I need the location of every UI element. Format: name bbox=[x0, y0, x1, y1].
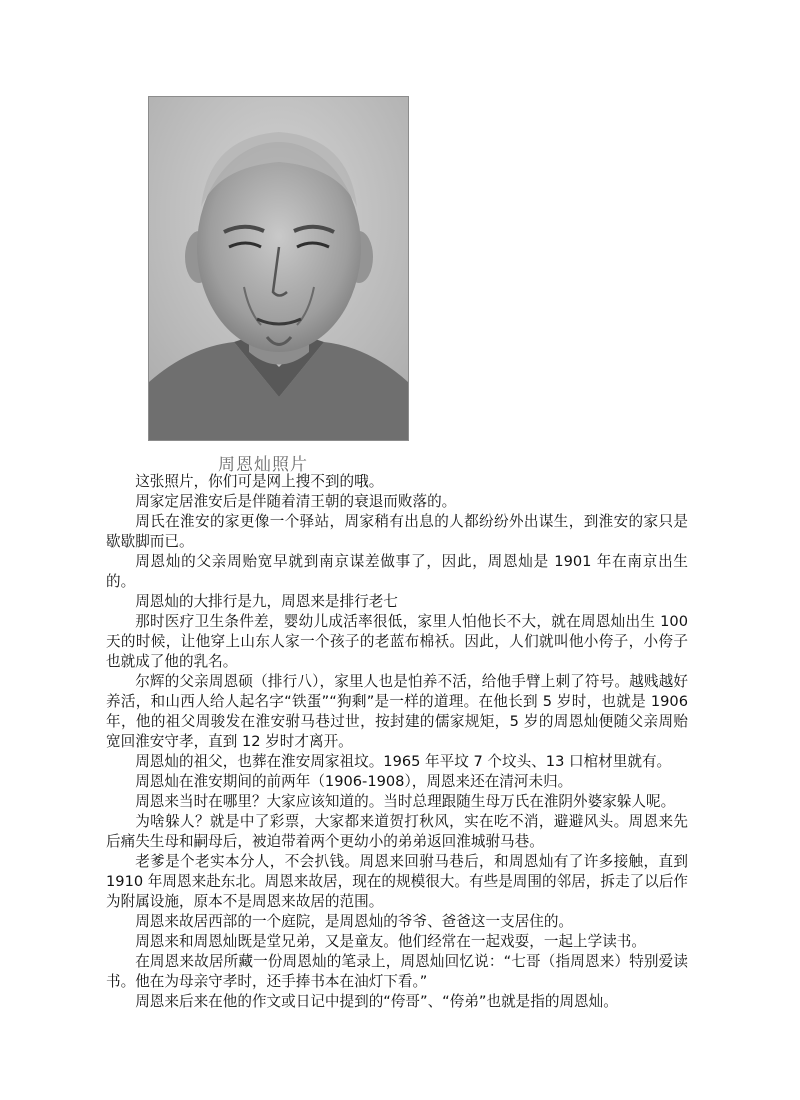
paragraph: 周恩灿的祖父，也葬在淮安周家祖坟。1965 年平坟 7 个坟头、13 口棺材里就有。 bbox=[135, 753, 672, 770]
portrait-photo bbox=[148, 96, 409, 441]
photo-caption: 周恩灿照片 bbox=[218, 455, 308, 475]
paragraph: 那时医疗卫生条件差，婴幼儿成活率很低，家里人怕他长不大，就在周恩灿出生 100 天的时候，让他穿上山东人家一个孩子的老蓝布棉袄。因此，人们就叫他小侉子，小侉子也就成了他的乳名。 bbox=[106, 613, 688, 670]
paragraph: 周恩来故居西部的一个庭院，是周恩灿的爷爷、爸爸这一支居住的。 bbox=[135, 913, 574, 930]
paragraph: 周恩灿在淮安期间的前两年（1906-1908），周恩来还在清河未归。 bbox=[135, 773, 573, 790]
paragraph: 周家定居淮安后是伴随着清王朝的衰退而败落的。 bbox=[135, 493, 457, 510]
paragraph: 周恩来当时在哪里？大家应该知道的。当时总理跟随生母万氏在淮阴外婆家躲人呢。 bbox=[135, 793, 676, 810]
paragraph: 周恩灿的父亲周贻宽早就到南京谋差做事了，因此，周恩灿是 1901 年在南京出生的。 bbox=[106, 553, 688, 590]
article-body bbox=[106, 472, 688, 1012]
paragraph: 在周恩来故居所藏一份周恩灿的笔录上，周恩灿回忆说：“七哥（指周恩来）特别爱读书。他在为母亲守孝时，还手捧书本在油灯下看。” bbox=[106, 953, 688, 990]
paragraph: 这张照片，你们可是网上搜不到的哦。 bbox=[135, 473, 384, 490]
paragraph: 为啥躲人？就是中了彩票，大家都来道贺打秋风，实在吃不消，避避风头。周恩来先后痛失生母和嗣母后，被迫带着两个更幼小的弟弟返回淮城驸马巷。 bbox=[106, 813, 688, 850]
paragraph: 周恩灿的大排行是九，周恩来是排行老七 bbox=[135, 593, 398, 610]
paragraph: 尔辉的父亲周恩硕（排行八），家里人也是怕养不活，给他手臂上刺了符号。越贱越好养活，和山西人给人起名字“铁蛋”“狗剩”是一样的道理。在他长到 5 岁时，也就是 1906 年，他的祖父周骏发在淮安驸马巷过世，按封建的儒家规矩，5 岁的周恩灿便随父亲周贻宽回淮安守孝，直到 12 岁时才离开。 bbox=[106, 673, 688, 750]
paragraph: 周恩来和周恩灿既是堂兄弟，又是童友。他们经常在一起戏耍，一起上学读书。 bbox=[135, 933, 646, 950]
paragraph: 周恩来后来在他的作文或日记中提到的“侉哥”、“侉弟”也就是指的周恩灿。 bbox=[135, 993, 618, 1010]
portrait-image bbox=[149, 97, 408, 440]
paragraph: 老爹是个老实本分人，不会扒钱。周恩来回驸马巷后，和周恩灿有了许多接触，直到 1910 年周恩来赴东北。周恩来故居，现在的规模很大。有些是周围的邻居，拆走了以后作为附属设施，原本不是周恩来故居的范围。 bbox=[106, 853, 688, 910]
paragraph: 周氏在淮安的家更像一个驿站，周家稍有出息的人都纷纷外出谋生，到淮安的家只是歇歇脚而已。 bbox=[106, 513, 688, 550]
